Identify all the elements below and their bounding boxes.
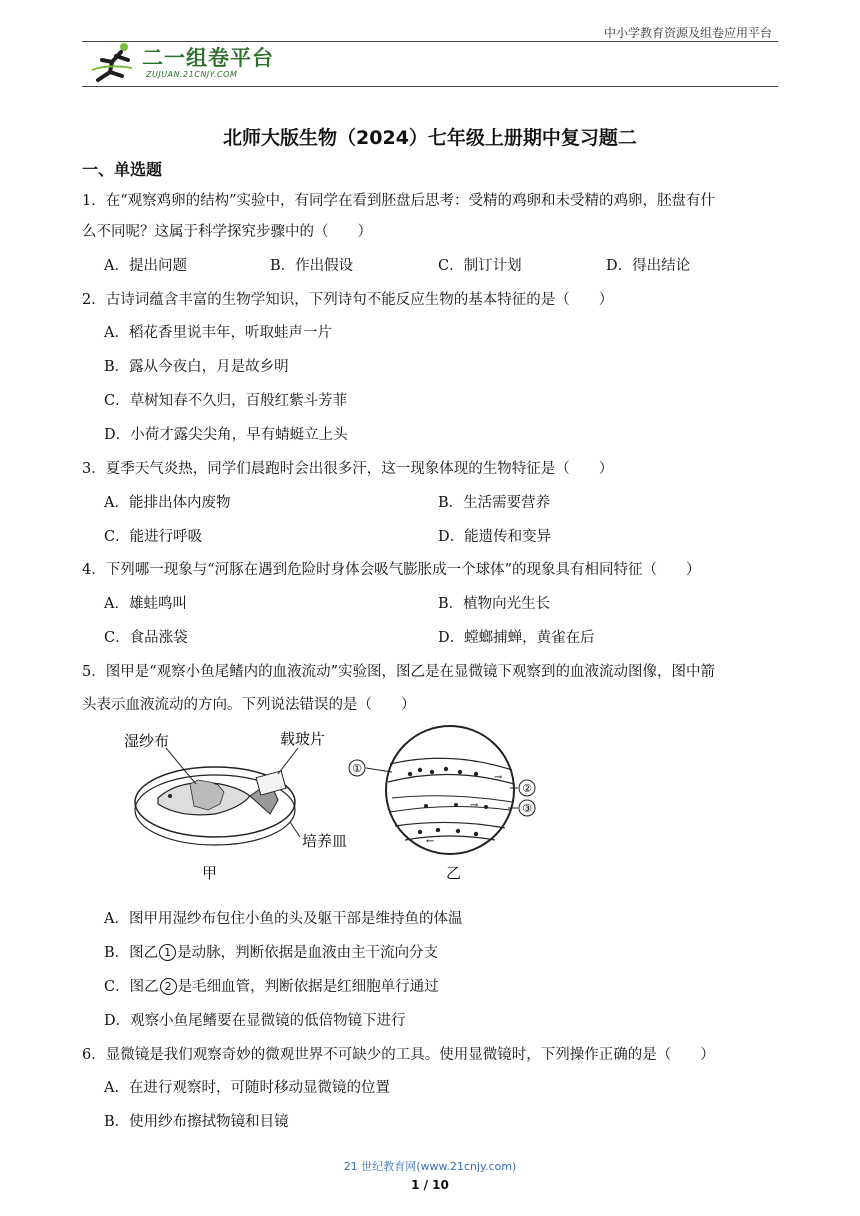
q5-option-c-text: 是毛细血管，判断依据是红细胞单行通过 [177, 979, 439, 995]
q5-stem-line2: 头表示血液流动的方向。下列说法错误的是（ ） [82, 697, 416, 713]
label-3: ③ [522, 802, 532, 815]
q1-option-d[interactable]: D．得出结论 [606, 258, 691, 274]
footer-link[interactable]: 21 世纪教育网(www.21cnjy.com) [343, 1160, 517, 1173]
figure-jia [124, 730, 347, 882]
glass-slide [256, 771, 286, 795]
q2-option-c[interactable]: C．草树知春不久归，百般红紫斗芳菲 [104, 393, 348, 409]
svg-text:→: → [494, 772, 503, 783]
q3-option-b[interactable]: B．生活需要营养 [438, 495, 551, 511]
label-jia: 甲 [202, 864, 218, 882]
q6-option-b[interactable]: B．使用纱布擦拭物镜和目镜 [104, 1114, 289, 1130]
platform-name: 中小学教育资源及组卷应用平台 [603, 26, 772, 40]
q1-option-a[interactable]: A．提出问题 [104, 258, 187, 274]
q3-option-a[interactable]: A．能排出体内废物 [104, 495, 231, 511]
q4-option-a[interactable]: A．雄蛙鸣叫 [104, 596, 187, 612]
q3-stem: 3．夏季天气炎热，同学们晨跑时会出很多汗，这一现象体现的生物特征是（ ） [82, 461, 614, 477]
q1-option-c[interactable]: C．制订计划 [438, 258, 522, 274]
q1-stem-line1: 1．在“观察鸡卵的结构”实验中，有同学在看到胚盘后思考：受精的鸡卵和未受精的鸡卵，胚盘有什 [82, 193, 716, 209]
q4-option-c[interactable]: C．食品涨袋 [104, 630, 188, 646]
microscope-field [386, 726, 514, 854]
q5-stem-line1: 5．图甲是“观察小鱼尾鳍内的血液流动”实验图，图乙是在显微镜下观察到的血液流动图像，图中箭 [82, 664, 716, 680]
q5-option-d[interactable]: D．观察小鱼尾鳍要在显微镜的低倍物镜下进行 [104, 1013, 406, 1029]
logo-subtitle: ZUJUAN.21CNJY.COM [146, 70, 238, 79]
q4-stem: 4．下列哪一现象与“河豚在遇到危险时身体会吸气膨胀成一个球体”的现象具有相同特征（ ） [82, 562, 701, 578]
svg-text:←: ← [426, 836, 435, 847]
q2-option-d[interactable]: D．小荷才露尖尖角，早有蜻蜓立上头 [104, 427, 348, 443]
q5-option-b-prefix: B．图乙 [104, 945, 159, 961]
q4-option-b[interactable]: B．植物向光生长 [438, 596, 551, 612]
q5-option-b[interactable] [104, 941, 438, 962]
svg-text:→: → [470, 800, 479, 811]
label-yi: 乙 [446, 864, 462, 882]
label-1: ① [352, 762, 362, 775]
page-number: 1 / 10 [411, 1178, 449, 1192]
q2-option-b[interactable]: B．露从今夜白，月是故乡明 [104, 359, 289, 375]
logo-text: 二一组卷平台 [142, 46, 274, 70]
section-heading: 一、单选题 [82, 160, 163, 179]
runner-logo-icon [88, 40, 144, 84]
q4-option-d[interactable]: D．螳螂捕蝉，黄雀在后 [438, 630, 595, 646]
q1-stem-line2: 么不同呢？这属于科学探究步骤中的（ ） [82, 224, 372, 240]
label-slide: 载玻片 [280, 730, 326, 748]
q5-option-c[interactable] [104, 975, 439, 996]
q1-option-b[interactable]: B．作出假设 [270, 258, 354, 274]
q5-option-b-number: 1 [159, 944, 176, 961]
q2-option-a[interactable]: A．稻花香里说丰年，听取蛙声一片 [104, 325, 332, 341]
q6-option-a[interactable]: A．在进行观察时，可随时移动显微镜的位置 [104, 1080, 390, 1096]
page-title: 北师大版生物（2024）七年级上册期中复习题二 [223, 127, 637, 149]
label-2: ② [522, 782, 532, 795]
q3-option-c[interactable]: C．能进行呼吸 [104, 529, 203, 545]
q5-figure [120, 722, 550, 892]
header-rule-bottom [82, 86, 778, 87]
q6-stem: 6．显微镜是我们观察奇妙的微观世界不可缺少的工具。使用显微镜时，下列操作正确的是（ ） [82, 1047, 715, 1063]
q5-option-c-prefix: C．图乙 [104, 979, 159, 995]
q5-option-a[interactable]: A．图甲用湿纱布包住小鱼的头及躯干部是维持鱼的体温 [104, 911, 463, 927]
q3-option-d[interactable]: D．能遗传和变异 [438, 529, 552, 545]
figure-yi [349, 726, 535, 882]
label-dish: 培养皿 [302, 832, 348, 850]
label-wet-cloth: 湿纱布 [124, 732, 170, 750]
q2-stem: 2．古诗词蕴含丰富的生物学知识，下列诗句不能反应生物的基本特征的是（ ） [82, 292, 614, 308]
q5-option-b-text: 是动脉，判断依据是血液由主干流向分支 [177, 945, 439, 961]
q5-option-c-number: 2 [160, 978, 177, 995]
logo [88, 40, 278, 84]
